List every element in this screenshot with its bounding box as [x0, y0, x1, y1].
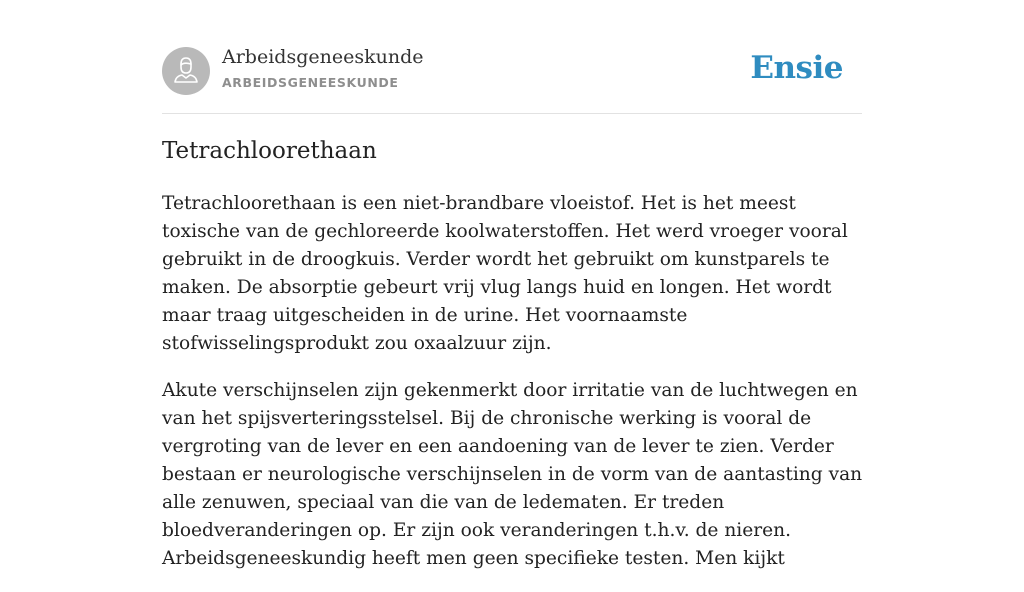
- article-paragraph: Tetrachloorethaan is een niet-brandbare vloeistof. Het is het meest toxische van de gechloreerde koolwaterstoffen. Het werd vroeger vooral gebruikt in de droogkuis. Verder wordt het gebruikt om kunstparels te maken. De absorptie gebeurt vrij vlug langs huid en longen. Het wordt maar traag uitgescheiden in de urine. Het voornaamste stofwisselingsprodukt zou oxaalzuur zijn.: [162, 193, 848, 354]
- page-container: [162, 0, 863, 569]
- avatar[interactable]: [162, 47, 210, 95]
- article-body: [162, 190, 867, 592]
- author-category[interactable]: ARBEIDSGENEESKUNDE: [222, 75, 399, 90]
- article-paragraph: Akute verschijnselen zijn gekenmerkt door irritatie van de luchtwegen en van het spijsverteringsstelsel. Bij de chronische werking is vooral de vergroting van de lever en een aandoening van de lever te zien. Verder bestaan er neurologische verschijnselen in de vorm van de aantasting van alle zenuwen, speciaal van die van de ledematen. Er treden bloedveranderingen op. Er zijn ook veranderingen t.h.v. de nieren. Arbeidsgeneeskundig heeft men geen specifieke testen. Men kijkt: [162, 380, 863, 569]
- brand-logo[interactable]: Ensie: [750, 50, 843, 86]
- author-name[interactable]: Arbeidsgeneeskunde: [222, 46, 424, 68]
- article-title: Tetrachloorethaan: [162, 138, 377, 164]
- user-silhouette-icon: [162, 47, 210, 95]
- author-header: [162, 0, 862, 114]
